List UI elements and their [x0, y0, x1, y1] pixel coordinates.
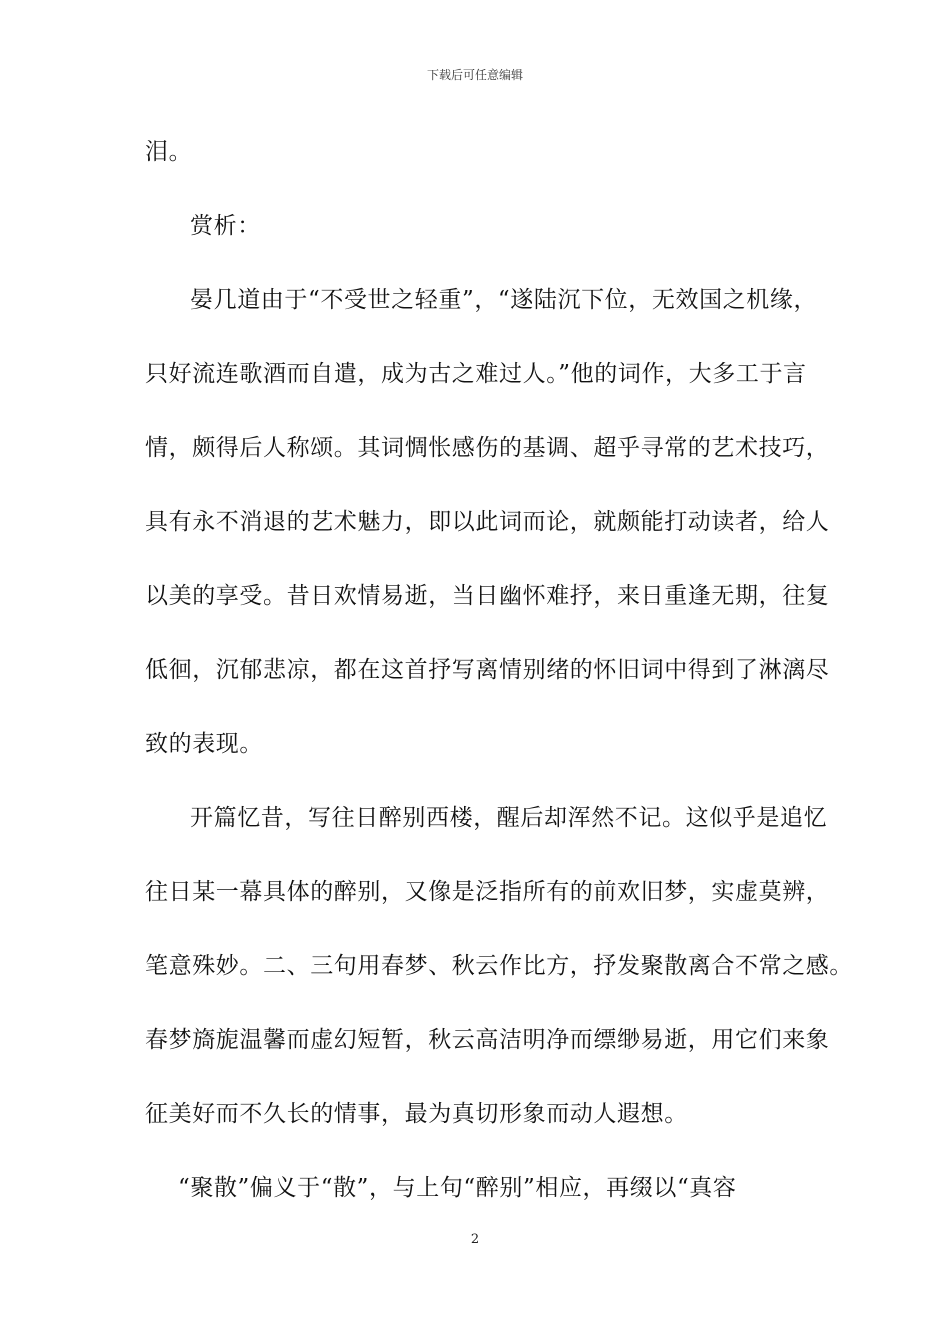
text-line: 泪。: [145, 139, 193, 165]
text-line: “聚散”偏义于“散”，与上句“醉别”相应，再缀以“真容: [178, 1175, 737, 1201]
text-line: 春梦旖旎温馨而虚幻短暂，秋云高洁明净而缥缈易逝，用它们来象: [145, 1027, 830, 1053]
text-line: 晏几道由于“不受世之轻重”，“遂陆沉下位，无效国之机缘，: [190, 287, 818, 313]
text-line: 致的表现。: [145, 731, 263, 757]
page-header: 下载后可任意编辑: [426, 68, 523, 82]
page-number: 2: [470, 1232, 480, 1247]
text-line: 低徊，沉郁悲凉，都在这首抒写离情别绪的怀旧词中得到了淋漓尽: [145, 657, 830, 683]
text-line: 情，颇得后人称颂。其词惆怅感伤的基调、超乎寻常的艺术技巧，: [145, 435, 830, 461]
text-line: 以美的享受。昔日欢情易逝，当日幽怀难抒，来日重逢无期，往复: [145, 583, 830, 609]
text-line: 只好流连歌酒而自遣，成为古之难过人。”他的词作，大多工于言: [145, 361, 807, 387]
text-line: 赏析：: [190, 213, 261, 239]
text-line: 开篇忆昔，写往日醉别西楼，醒后却浑然不记。这似乎是追忆: [190, 805, 828, 831]
text-line: 征美好而不久长的情事，最为真切形象而动人遐想。: [145, 1101, 688, 1127]
text-line: 往日某一幕具体的醉别，又像是泛指所有的前欢旧梦，实虚莫辨，: [145, 879, 830, 905]
text-line: 笔意殊妙。二、三句用春梦、秋云作比方，抒发聚散离合不常之感。: [145, 953, 853, 979]
text-line: 具有永不消退的艺术魅力，即以此词而论，就颇能打动读者，给人: [145, 509, 830, 535]
